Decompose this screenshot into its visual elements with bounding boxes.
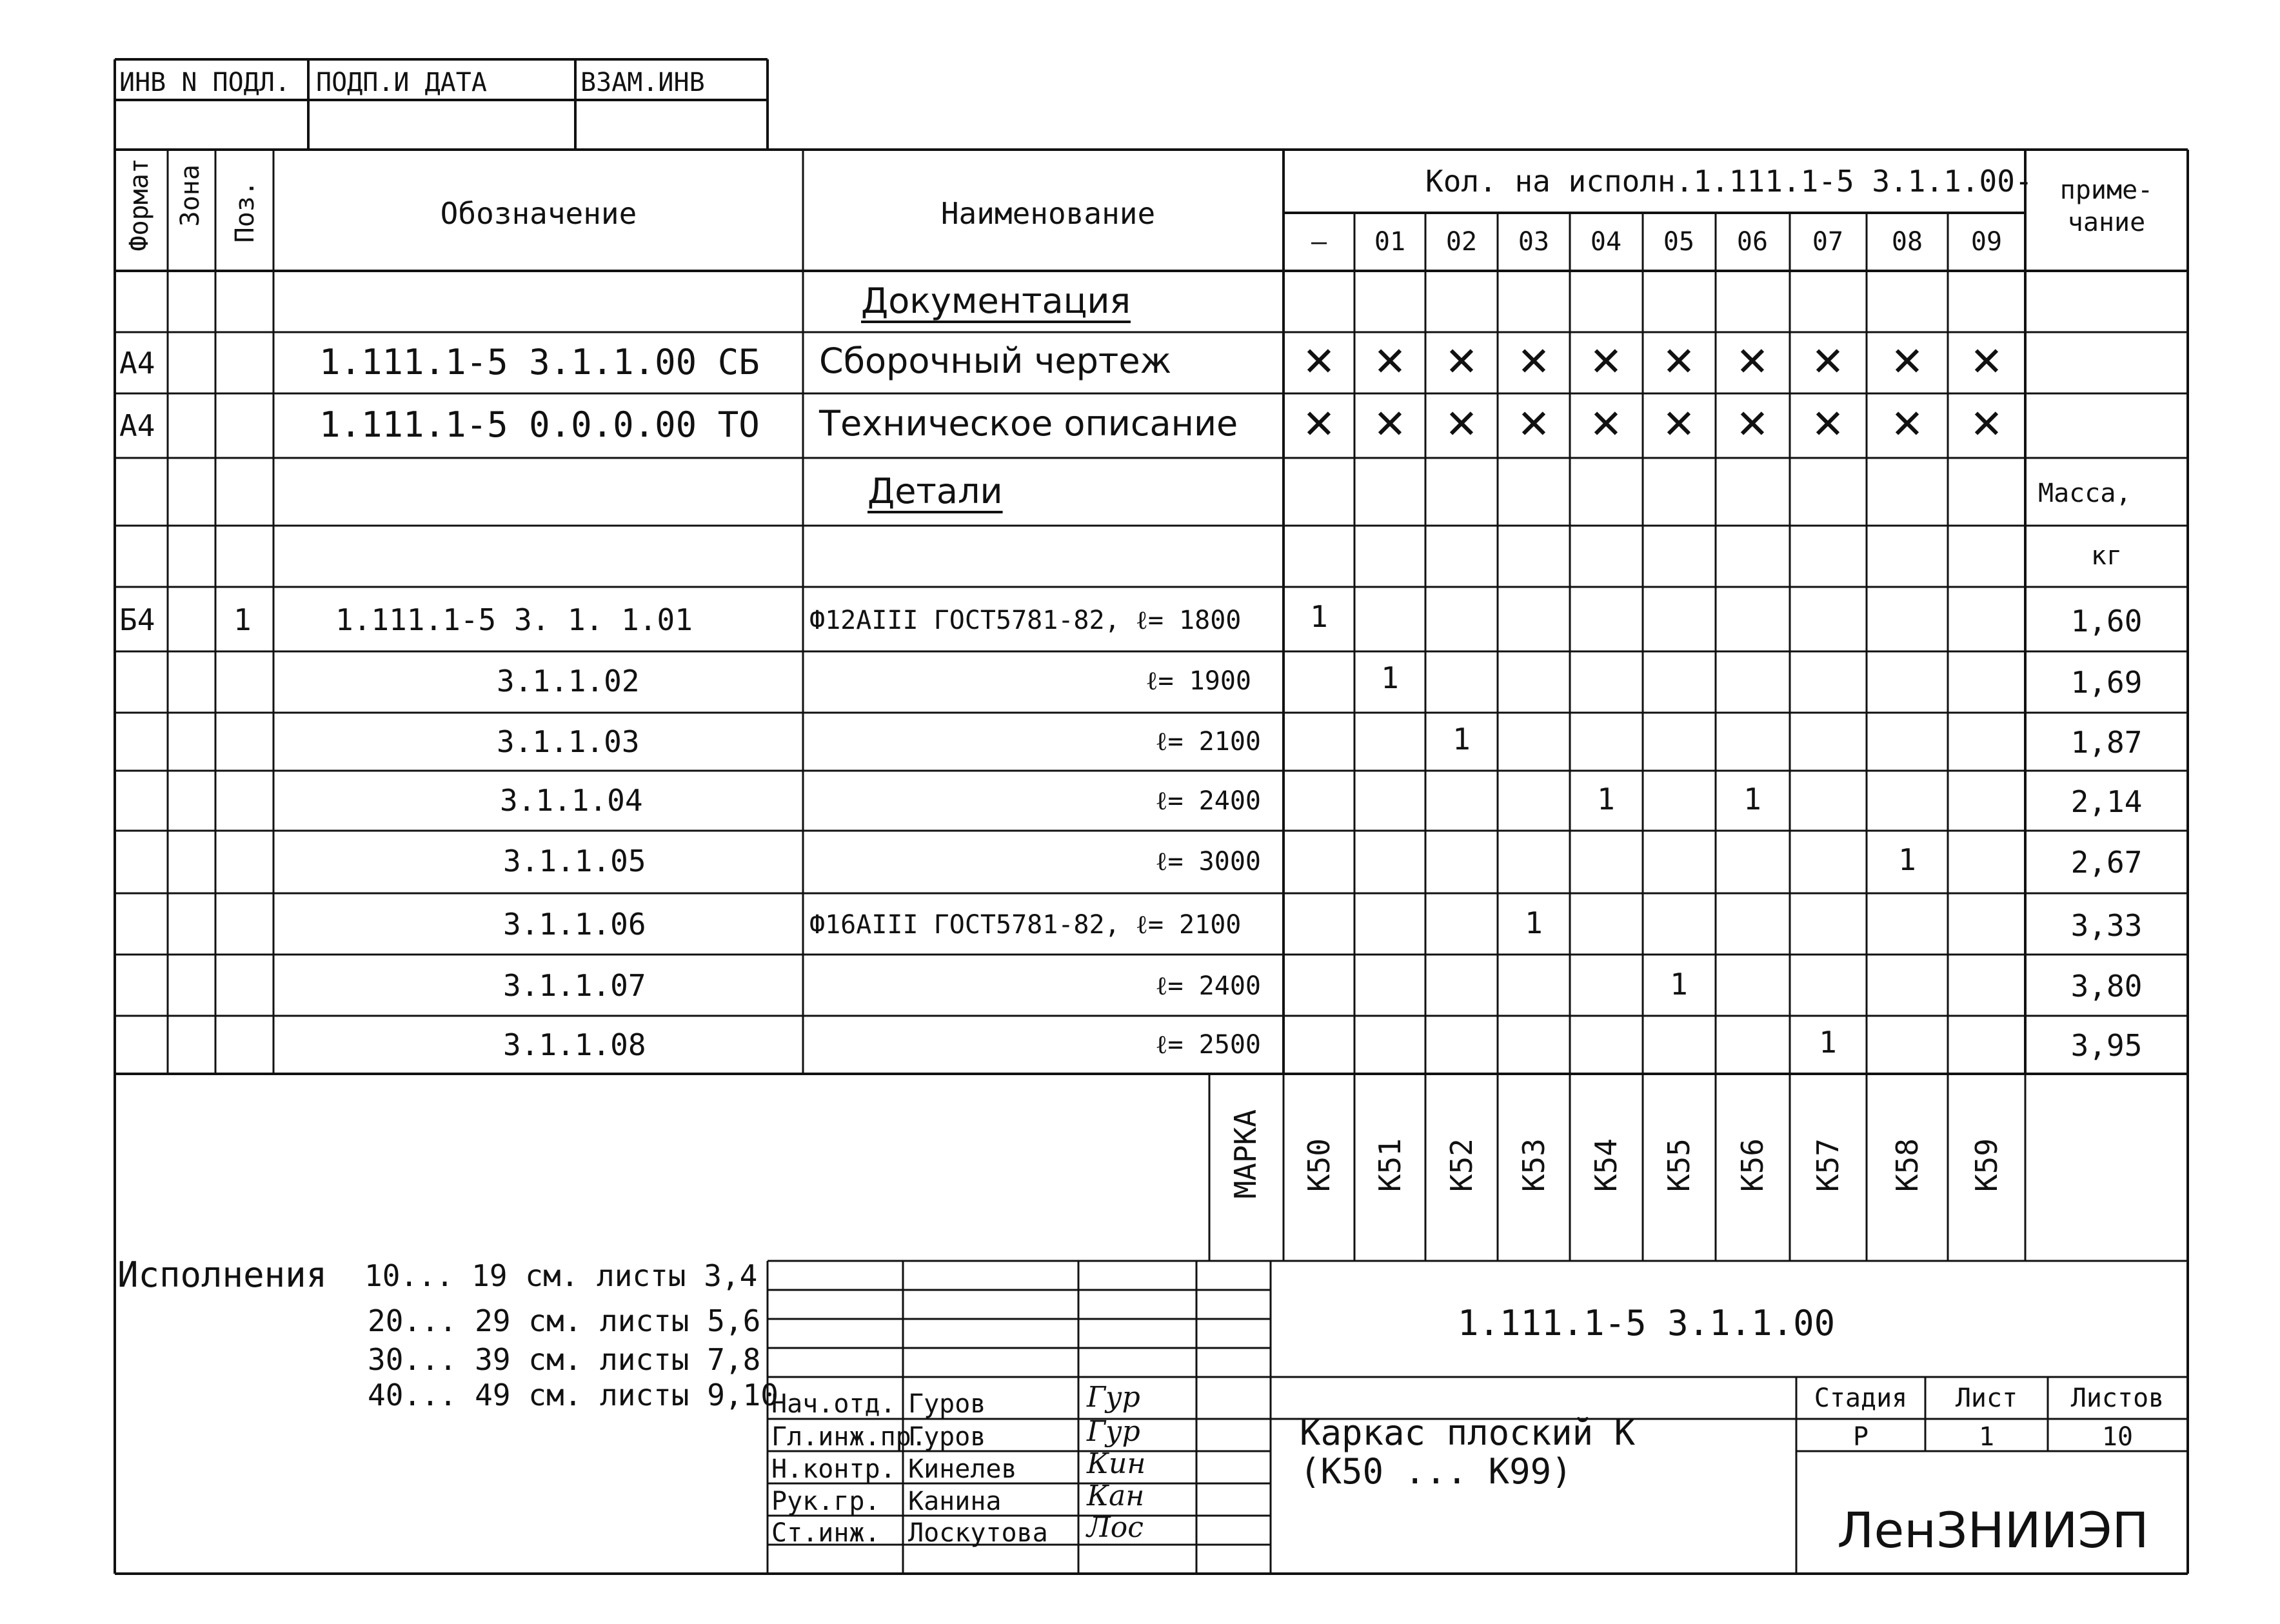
quantity-mark: 1 xyxy=(1381,660,1399,695)
x-mark: ✕ xyxy=(1811,401,1845,448)
x-mark: ✕ xyxy=(1445,401,1478,448)
quantity-mark: 1 xyxy=(1597,782,1615,817)
marka-value: К55 xyxy=(1661,1138,1696,1193)
row-oboz: 3.1.1.02 xyxy=(497,664,640,698)
signature: Гур xyxy=(1087,1381,1140,1414)
row-oboz: 3.1.1.03 xyxy=(497,724,640,759)
x-mark: ✕ xyxy=(1445,338,1478,385)
quantity-mark: 1 xyxy=(1452,722,1471,757)
list-value: 1 xyxy=(1978,1422,1995,1452)
variant-4: 04 xyxy=(1590,227,1622,257)
ispolneniya-line: 40... 49 см. листы 9,10 xyxy=(368,1378,778,1412)
row-note: 1,87 xyxy=(2070,725,2143,760)
signature: Гур xyxy=(1087,1415,1140,1448)
variant-5: 05 xyxy=(1663,227,1695,257)
x-mark: ✕ xyxy=(1373,401,1407,448)
row-format: А4 xyxy=(119,408,155,443)
section-documentation: Документация xyxy=(861,281,1131,321)
organization-name: ЛенЗНИИЭП xyxy=(1837,1501,2149,1559)
row-note: 2,14 xyxy=(2070,784,2143,819)
ispolneniya-line: 10... 19 см. листы 3,4 xyxy=(364,1258,758,1293)
marka-value: К50 xyxy=(1302,1138,1336,1193)
person-name: Канина xyxy=(908,1487,1002,1516)
x-mark: ✕ xyxy=(1890,338,1924,385)
section-details: Детали xyxy=(867,471,1003,511)
row-oboz: 3.1.1.08 xyxy=(503,1027,646,1062)
person-name: Гуров xyxy=(908,1389,986,1419)
row-naim: Ф16АIII ГОСТ5781-82, ℓ= 2100 xyxy=(809,910,1242,940)
signature: Кан xyxy=(1087,1480,1145,1512)
header-kol: Кол. на исполн.1.111.1-5 3.1.1.00- xyxy=(1425,164,2033,199)
marka-value: К57 xyxy=(1810,1138,1845,1193)
row-oboz: 1.111.1-5 3. 1. 1.01 xyxy=(335,602,693,637)
document-code: 1.111.1-5 3.1.1.00 xyxy=(1458,1303,1836,1343)
row-note: 3,80 xyxy=(2070,969,2143,1004)
row-naim: ℓ= 2400 xyxy=(1155,971,1261,1001)
person-name: Гуров xyxy=(908,1422,986,1452)
row-note: 1,60 xyxy=(2070,604,2143,639)
x-mark: ✕ xyxy=(1589,401,1623,448)
quantity-mark: 1 xyxy=(1743,782,1761,817)
note-kg: кг xyxy=(2090,541,2123,571)
row-format: А4 xyxy=(119,346,155,381)
role-label: Нач.отд. xyxy=(771,1389,896,1419)
role-label: Н.контр. xyxy=(771,1454,896,1484)
variant-7: 07 xyxy=(1812,227,1844,257)
marka-value: К51 xyxy=(1373,1138,1407,1193)
x-mark: ✕ xyxy=(1662,401,1696,448)
variant-6: 06 xyxy=(1736,227,1769,257)
x-mark: ✕ xyxy=(1373,338,1407,385)
x-mark: ✕ xyxy=(1811,338,1845,385)
listov-label: Листов xyxy=(2070,1383,2165,1413)
x-mark: ✕ xyxy=(1302,401,1336,448)
row-poz: 1 xyxy=(233,602,252,637)
x-mark: ✕ xyxy=(1970,338,2003,385)
signature: Лос xyxy=(1087,1511,1144,1544)
x-mark: ✕ xyxy=(1517,338,1551,385)
row-note: 2,67 xyxy=(2070,845,2143,880)
marka-value: К52 xyxy=(1444,1138,1479,1193)
ispolneniya-line: 20... 29 см. листы 5,6 xyxy=(368,1303,761,1338)
ispolneniya-label: Исполнения xyxy=(117,1254,328,1295)
row-oboz: 3.1.1.07 xyxy=(503,968,646,1003)
document-title-2: (К50 ... К99) xyxy=(1300,1451,1572,1492)
x-mark: ✕ xyxy=(1589,338,1623,385)
header-primechanie-2: чание xyxy=(2067,208,2146,237)
x-mark: ✕ xyxy=(1736,338,1769,385)
stadiya-value: Р xyxy=(1852,1422,1869,1452)
x-mark: ✕ xyxy=(1662,338,1696,385)
row-oboz: 1.111.1-5 0.0.0.00 ТО xyxy=(319,404,760,445)
person-name: Кинелев xyxy=(908,1454,1017,1484)
role-label: Ст.инж. xyxy=(771,1518,880,1548)
header-oboznachenie: Обозначение xyxy=(440,196,637,231)
role-label: Рук.гр. xyxy=(771,1487,880,1516)
stamp-vzam-inv: ВЗАМ.ИНВ xyxy=(580,68,705,97)
quantity-mark: 1 xyxy=(1525,906,1543,940)
ispolneniya-line: 30... 39 см. листы 7,8 xyxy=(368,1342,761,1377)
row-oboz: 3.1.1.05 xyxy=(503,844,646,878)
document-title-1: Каркас плоский К xyxy=(1300,1412,1636,1453)
signature: Кин xyxy=(1087,1447,1146,1480)
quantity-mark: 1 xyxy=(1819,1025,1837,1060)
row-naim: Техническое описание xyxy=(819,403,1238,444)
variant-1: 01 xyxy=(1374,227,1406,257)
x-mark: ✕ xyxy=(1302,338,1336,385)
stamp-podp-data: ПОДП.И ДАТА xyxy=(316,68,487,97)
quantity-mark: 1 xyxy=(1310,599,1328,634)
row-naim: ℓ= 3000 xyxy=(1155,847,1261,876)
variant-3: 03 xyxy=(1518,227,1550,257)
role-label: Гл.инж.пр. xyxy=(771,1422,927,1452)
listov-value: 10 xyxy=(2101,1422,2134,1452)
quantity-mark: 1 xyxy=(1898,842,1916,877)
marka-value: К53 xyxy=(1516,1138,1551,1193)
marka-label: МАРКА xyxy=(1228,1109,1263,1199)
marka-value: К58 xyxy=(1890,1138,1925,1193)
row-naim: ℓ= 2400 xyxy=(1155,786,1261,816)
marka-value: К54 xyxy=(1589,1138,1623,1193)
row-note: 3,95 xyxy=(2070,1028,2143,1063)
row-naim: ℓ= 2500 xyxy=(1155,1030,1261,1060)
row-oboz: 1.111.1-5 3.1.1.00 СБ xyxy=(319,342,760,382)
row-note: 1,69 xyxy=(2070,665,2143,700)
note-massa: Масса, xyxy=(2038,479,2132,508)
marka-value: К56 xyxy=(1735,1138,1770,1193)
variant-8: 08 xyxy=(1891,227,1923,257)
header-naimenovanie: Наименование xyxy=(940,196,1156,231)
person-name: Лоскутова xyxy=(908,1518,1048,1548)
row-oboz: 3.1.1.06 xyxy=(503,907,646,942)
stadiya-label: Стадия xyxy=(1814,1383,1908,1413)
x-mark: ✕ xyxy=(1970,401,2003,448)
x-mark: ✕ xyxy=(1517,401,1551,448)
quantity-mark: 1 xyxy=(1670,967,1688,1002)
row-naim: Ф12АIII ГОСТ5781-82, ℓ= 1800 xyxy=(809,606,1242,635)
header-primechanie-1: приме- xyxy=(2059,175,2154,205)
header-format: Формат xyxy=(124,158,154,252)
x-mark: ✕ xyxy=(1736,401,1769,448)
marka-value: К59 xyxy=(1969,1138,2004,1193)
row-naim: ℓ= 1900 xyxy=(1145,666,1251,696)
row-note: 3,33 xyxy=(2070,908,2143,943)
x-mark: ✕ xyxy=(1890,401,1924,448)
header-zona: Зона xyxy=(175,164,205,227)
row-oboz: 3.1.1.04 xyxy=(500,783,643,818)
variant-0: — xyxy=(1311,227,1327,257)
row-format: Б4 xyxy=(119,602,155,637)
row-naim: Сборочный чертеж xyxy=(819,341,1172,381)
variant-2: 02 xyxy=(1445,227,1478,257)
stamp-inv-podl: ИНВ N ПОДЛ. xyxy=(119,68,290,97)
row-naim: ℓ= 2100 xyxy=(1155,727,1261,757)
list-label: Лист xyxy=(1955,1383,2018,1413)
header-poz: Поз. xyxy=(230,181,260,243)
variant-9: 09 xyxy=(1970,227,2003,257)
